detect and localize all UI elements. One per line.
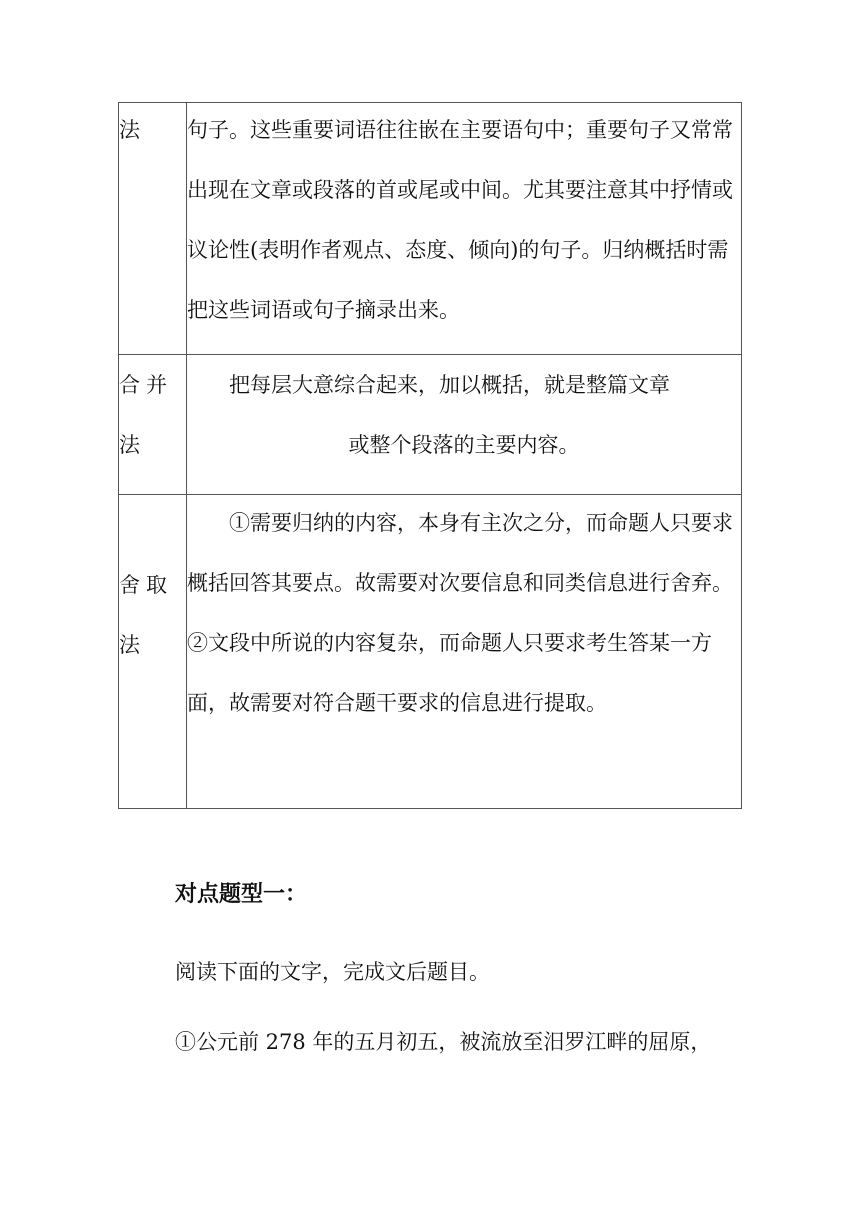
table-row xyxy=(119,355,742,495)
method-name: 法 xyxy=(119,118,146,142)
method-name-cell xyxy=(119,355,187,495)
method-description-cell xyxy=(187,103,742,355)
summary-methods-table xyxy=(118,102,742,809)
table-row xyxy=(119,495,742,809)
method-description-line: 把每层大意综合起来，加以概括，就是整篇文章 xyxy=(229,373,670,397)
method-description-cell xyxy=(187,495,742,809)
method-name: 舍取法 xyxy=(119,573,173,657)
method-description-line: 或整个段落的主要内容。 xyxy=(348,433,580,457)
method-description: 句子。这些重要词语往往嵌在主要语句中；重要句子又常常出现在文章或段落的首或尾或中间。尤其要注意其中抒情或议论性(表明作者观点、态度、倾向)的句子。归纳概括时需把这些词语或句子摘录出来。 xyxy=(187,118,733,322)
method-name: 合并法 xyxy=(119,373,173,457)
method-description: ①需要归纳的内容，本身有主次之分，而命题人只要求概括回答其要点。故需要对次要信息和同类信息进行舍弃。②文段中所说的内容复杂，而命题人只要求考生答某一方面，故需要对符合题干要求的信息进行提取。 xyxy=(187,511,733,715)
section-heading: 对点题型一： xyxy=(175,881,308,907)
instruction-text: 阅读下面的文字，完成文后题目。 xyxy=(175,960,490,984)
passage-paragraph: ①公元前 278 年的五月初五，被流放至汨罗江畔的屈原， xyxy=(175,1030,712,1054)
method-name-cell xyxy=(119,495,187,809)
method-description-cell xyxy=(187,355,742,495)
method-name-cell xyxy=(119,103,187,355)
table-row xyxy=(119,103,742,355)
